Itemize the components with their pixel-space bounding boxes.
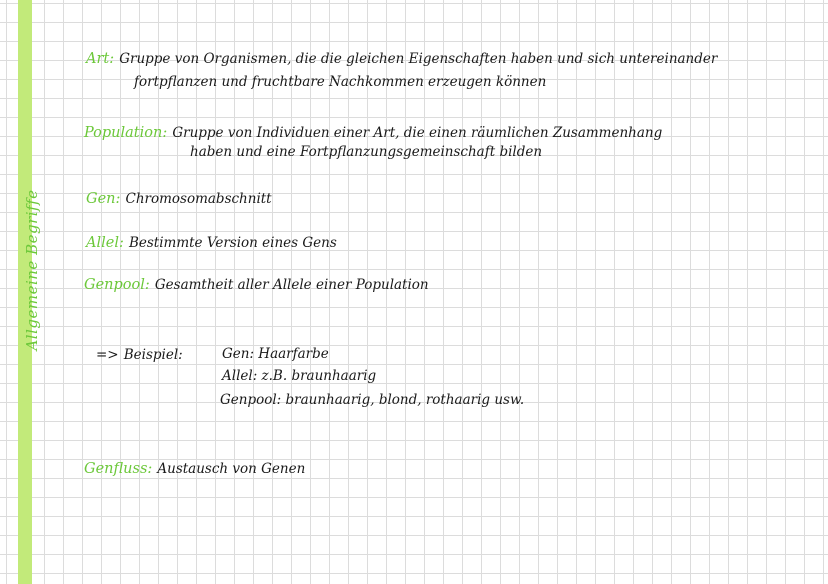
term-population: Population: — [84, 125, 168, 141]
definition-gen-line-1: Chromosomabschnitt — [125, 191, 272, 207]
term-genpool: Genpool: — [84, 277, 150, 293]
example-line-1: Gen: Haarfarbe — [222, 346, 329, 362]
definition-population-line-1: Gruppe von Individuen einer Art, die einen räumlichen Zusammenhang — [172, 125, 663, 141]
term-art: Art: — [86, 51, 115, 67]
example-label: Beispiel: — [123, 347, 183, 363]
definition-allel-line-1: Bestimmte Version eines Gens — [128, 235, 337, 251]
definition-population-line-2: haben und eine Fortpflanzungsgemeinschaft bilden — [190, 144, 543, 160]
definition-population — [84, 124, 662, 141]
term-genfluss: Genfluss: — [84, 461, 153, 477]
definition-gen — [86, 190, 272, 207]
definition-art — [86, 50, 717, 67]
example-heading — [96, 346, 183, 363]
term-allel: Allel: — [86, 235, 124, 251]
definition-genfluss-line-1: Austausch von Genen — [157, 461, 306, 477]
definition-genfluss — [84, 460, 305, 477]
definition-genpool — [84, 276, 429, 293]
example-line-2: Allel: z.B. braunhaarig — [222, 368, 377, 384]
example-line-3: Genpool: braunhaarig, blond, rothaarig usw. — [220, 392, 525, 408]
term-gen: Gen: — [86, 191, 121, 207]
definition-art-line-2: fortpflanzen und fruchtbare Nachkommen erzeugen können — [134, 74, 547, 90]
definition-genpool-line-1: Gesamtheit aller Allele einer Population — [154, 277, 429, 293]
section-title: Allgemeine Begriffe — [23, 189, 41, 351]
definition-allel — [86, 234, 337, 251]
arrow-icon: => — [96, 347, 119, 363]
definition-art-line-1: Gruppe von Organismen, die die gleichen Eigenschaften haben und sich untereinander — [119, 51, 718, 67]
